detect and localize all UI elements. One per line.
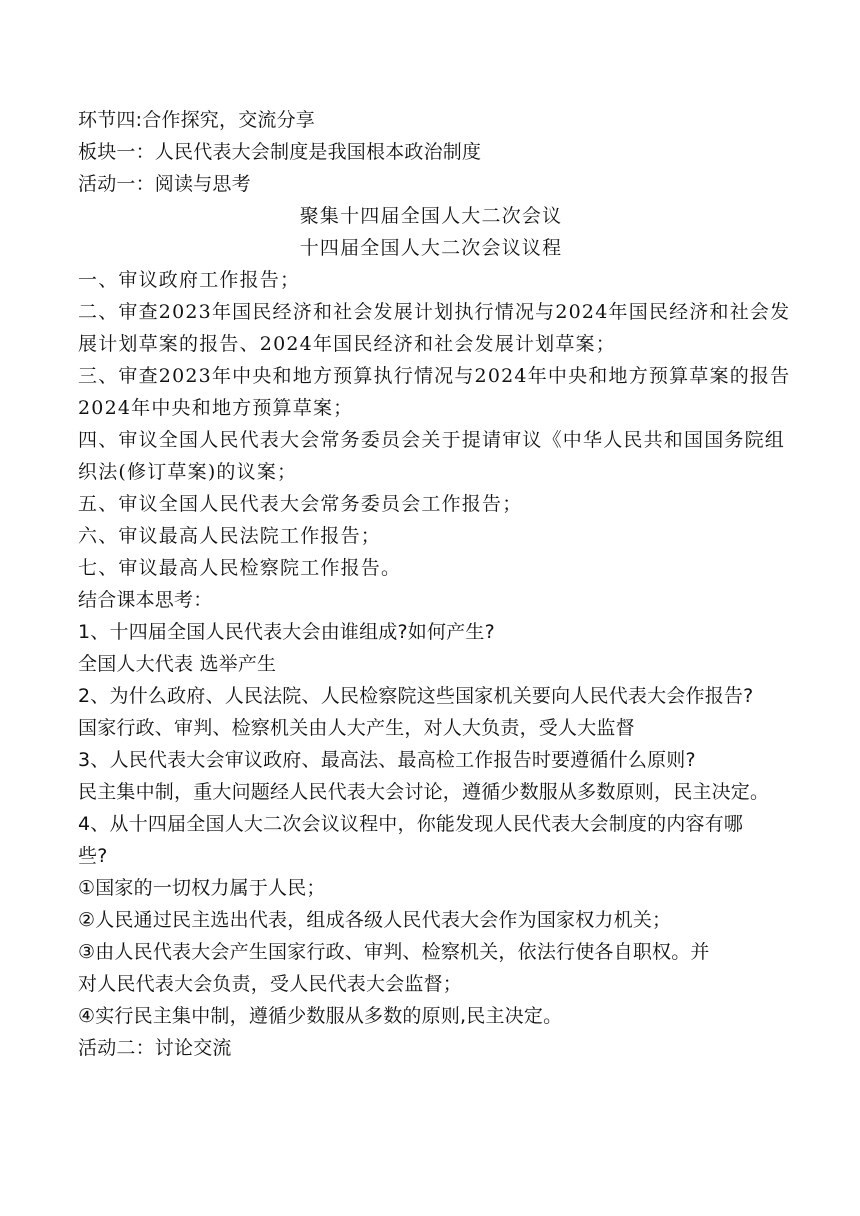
question-line: 些? (78, 845, 108, 867)
agenda-line: 三、审查2023年中央和地方预算执行情况与2024年中央和地方预算草案的报告 (78, 365, 791, 387)
question-line: 1、十四届全国人民代表大会由谁组成?如何产生? (78, 621, 495, 643)
answer-line: 国家行政、审判、检察机关由人大产生，对人大负责，受人大监督 (78, 717, 635, 739)
section-heading: 环节四:合作探究，交流分享 (78, 109, 316, 131)
activity-two-heading: 活动二：讨论交流 (78, 1037, 232, 1059)
answer-line: ①国家的一切权力属于人民； (78, 877, 326, 899)
agenda-line: 四、审议全国人民代表大会常务委员会关于提请审议《中华人民共和国国务院组 (78, 429, 786, 451)
answer-line: ③由人民代表大会产生国家行政、审判、检察机关，依法行使各自职权。并 (78, 941, 710, 963)
reading-title: 聚集十四届全国人大二次会议 (299, 205, 563, 227)
question-line: 3、人民代表大会审议政府、最高法、最高检工作报告时要遵循什么原则? (78, 749, 696, 771)
agenda-line: 七、审议最高人民检察院工作报告。 (78, 557, 402, 579)
question-line: 2、为什么政府、人民法院、人民检察院这些国家机关要向人民代表大会作报告? (78, 685, 754, 707)
answer-line: 全国人大代表 选举产生 (78, 653, 277, 675)
agenda-line: 五、审议全国人民代表大会常务委员会工作报告； (78, 493, 523, 515)
agenda-line: 二、审查2023年国民经济和社会发展计划执行情况与2024年国民经济和社会发 (78, 301, 791, 323)
answer-line: ②人民通过民主选出代表，组成各级人民代表大会作为国家权力机关； (78, 909, 672, 931)
answer-line: 对人民代表大会负责，受人民代表大会监督； (78, 973, 463, 995)
activity-one-heading: 活动一：阅读与思考 (78, 173, 251, 195)
answer-line: 民主集中制，重大问题经人民代表大会讨论，遵循少数服从多数原则，民主决定。 (78, 781, 770, 803)
agenda-line: 一、审议政府工作报告； (78, 269, 301, 291)
agenda-line: 2024年中央和地方预算草案； (78, 397, 354, 419)
block-one-heading: 板块一：人民代表大会制度是我国根本政治制度 (78, 141, 482, 163)
answer-line: ④实行民主集中制，遵循少数服从多数的原则,民主决定。 (78, 1005, 563, 1027)
agenda-line: 展计划草案的报告、2024年国民经济和社会发展计划草案； (78, 333, 616, 355)
question-line: 4、从十四届全国人大二次会议议程中，你能发现人民代表大会制度的内容有哪 (78, 813, 744, 835)
think-heading: 结合课本思考： (78, 589, 213, 611)
reading-subtitle: 十四届全国人大二次会议议程 (299, 237, 563, 259)
agenda-line: 六、审议最高人民法院工作报告； (78, 525, 382, 547)
agenda-line: 织法(修订草案)的议案； (78, 461, 298, 483)
